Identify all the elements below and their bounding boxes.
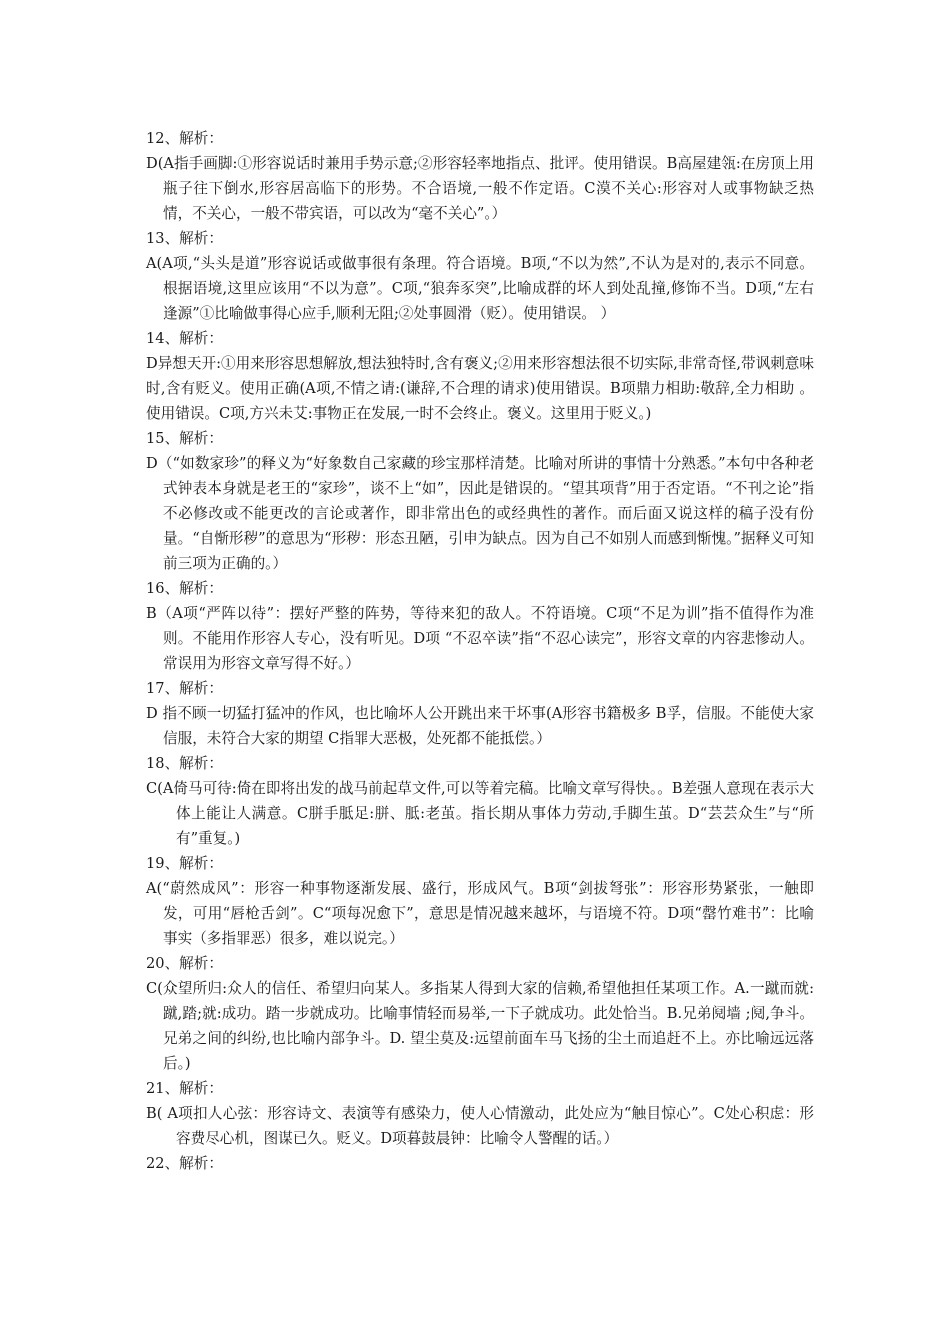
item-label: 21、解析： [146,1080,223,1097]
item-explanation: D 指不顾一切猛打猛冲的作风，也比喻坏人公开跳出来干坏事(A形容书籍极多 B孚，信服。不能使大家信服，未符合大家的期望 C指罪大恶极，处死都不能抵偿。） [146,705,814,747]
answer-item-22 [146,1151,814,1176]
item-label: 17、解析： [146,680,223,697]
answer-item-18 [146,751,814,851]
item-label: 20、解析： [146,955,223,972]
item-explanation: D（“如数家珍”的释义为“好象数自己家藏的珍宝那样清楚。比喻对所讲的事情十分熟悉。”本句中各种老式钟表本身就是老王的“家珍”，谈不上“如”，因此是错误的。“望其项背”用于否定语。“不刊之论”指不必修改或不能更改的言论或著作，即非常出色的或经典性的著作。而后面又说这样的稿子没有份量。“自惭形秽”的意思为“形秽：形态丑陋，引申为缺点。因为自己不如别人而感到惭愧。”据释义可知前三项为正确的。） [146,455,814,572]
item-explanation: A(A项,“头头是道”形容说话或做事很有条理。符合语境。B项,“不以为然”,不认为是对的,表示不同意。根据语境,这里应该用“不以为意”。C项,“狼奔豕突”,比喻成群的坏人到处乱撞,修饰不当。D项,“左右逢源”①比喻做事得心应手,顺利无阻;②处事圆滑（贬）。使用错误。 ） [146,255,814,322]
answer-item-13 [146,226,814,326]
item-label: 15、解析： [146,430,223,447]
answer-item-19 [146,851,814,951]
item-label: 18、解析： [146,755,223,772]
item-explanation: D异想天开:①用来形容思想解放,想法独特时,含有褒义;②用来形容想法很不切实际,非常奇怪,带讽刺意味时,含有贬义。使用正确(A项,不情之请:(谦辞,不合理的请求)使用错误。B项鼎力相助:敬辞,全力相助 。使用错误。C项,方兴未艾:事物正在发展,一时不会终止。褒义。这里用于贬义。) [146,355,814,422]
answer-item-14 [146,326,814,426]
item-explanation: B（A项“严阵以待”：摆好严整的阵势，等待来犯的敌人。不符语境。C项“不足为训”指不值得作为准则。不能用作形容人专心，没有听见。D项 “不忍卒读”指“不忍心读完”，形容文章的内容悲惨动人。常误用为形容文章写得不好。） [146,605,814,672]
item-explanation: C(众望所归:众人的信任、希望归向某人。多指某人得到大家的信赖,希望他担任某项工作。A.一蹴而就:蹴,踏;就:成功。踏一步就成功。比喻事情轻而易举,一下子就成功。此处恰当。B.兄弟阋墙 ;阋,争斗。兄弟之间的纠纷,也比喻内部争斗。D. 望尘莫及:远望前面车马飞扬的尘土而追赶不上。亦比喻远远落后。) [146,980,814,1072]
item-label: 14、解析： [146,330,223,347]
item-explanation: D(A指手画脚:①形容说话时兼用手势示意;②形容轻率地指点、批评。使用错误。B高屋建瓴:在房顶上用瓶子往下倒水,形容居高临下的形势。不合语境,一般不作定语。C漠不关心:形容对人或事物缺乏热情，不关心，一般不带宾语，可以改为“毫不关心”。） [146,155,814,222]
item-explanation: A(“蔚然成风”：形容一种事物逐渐发展、盛行，形成风气。B项“剑拔弩张”：形容形势紧张，一触即发，可用“唇枪舌剑”。C“项每况愈下”，意思是情况越来越坏，与语境不符。D项“罄竹难书”：比喻事实（多指罪恶）很多，难以说完。） [146,880,814,947]
item-label: 12、解析： [146,130,223,147]
answer-list [146,126,814,1176]
answer-item-15 [146,426,814,576]
item-label: 19、解析： [146,855,223,872]
item-label: 16、解析： [146,580,223,597]
item-label: 13、解析： [146,230,223,247]
item-explanation: B( A项扣人心弦：形容诗文、表演等有感染力，使人心情激动，此处应为“触目惊心”。C处心积虑：形容费尽心机，图谋已久。贬义。D项暮鼓晨钟：比喻令人警醒的话。） [146,1105,815,1147]
answer-item-17 [146,676,814,751]
answer-item-12 [146,126,814,226]
answer-item-21 [146,1076,814,1151]
answer-item-20 [146,951,814,1076]
answer-item-16 [146,576,814,676]
item-explanation: C(A倚马可待:倚在即将出发的战马前起草文件,可以等着完稿。比喻文章写得快。。B差强人意现在表示大体上能让人满意。C胼手胝足:胼、胝:老茧。指长期从事体力劳动,手脚生茧。D“芸芸众生”与“所有”重复。) [146,780,814,847]
item-label: 22、解析： [146,1155,223,1172]
